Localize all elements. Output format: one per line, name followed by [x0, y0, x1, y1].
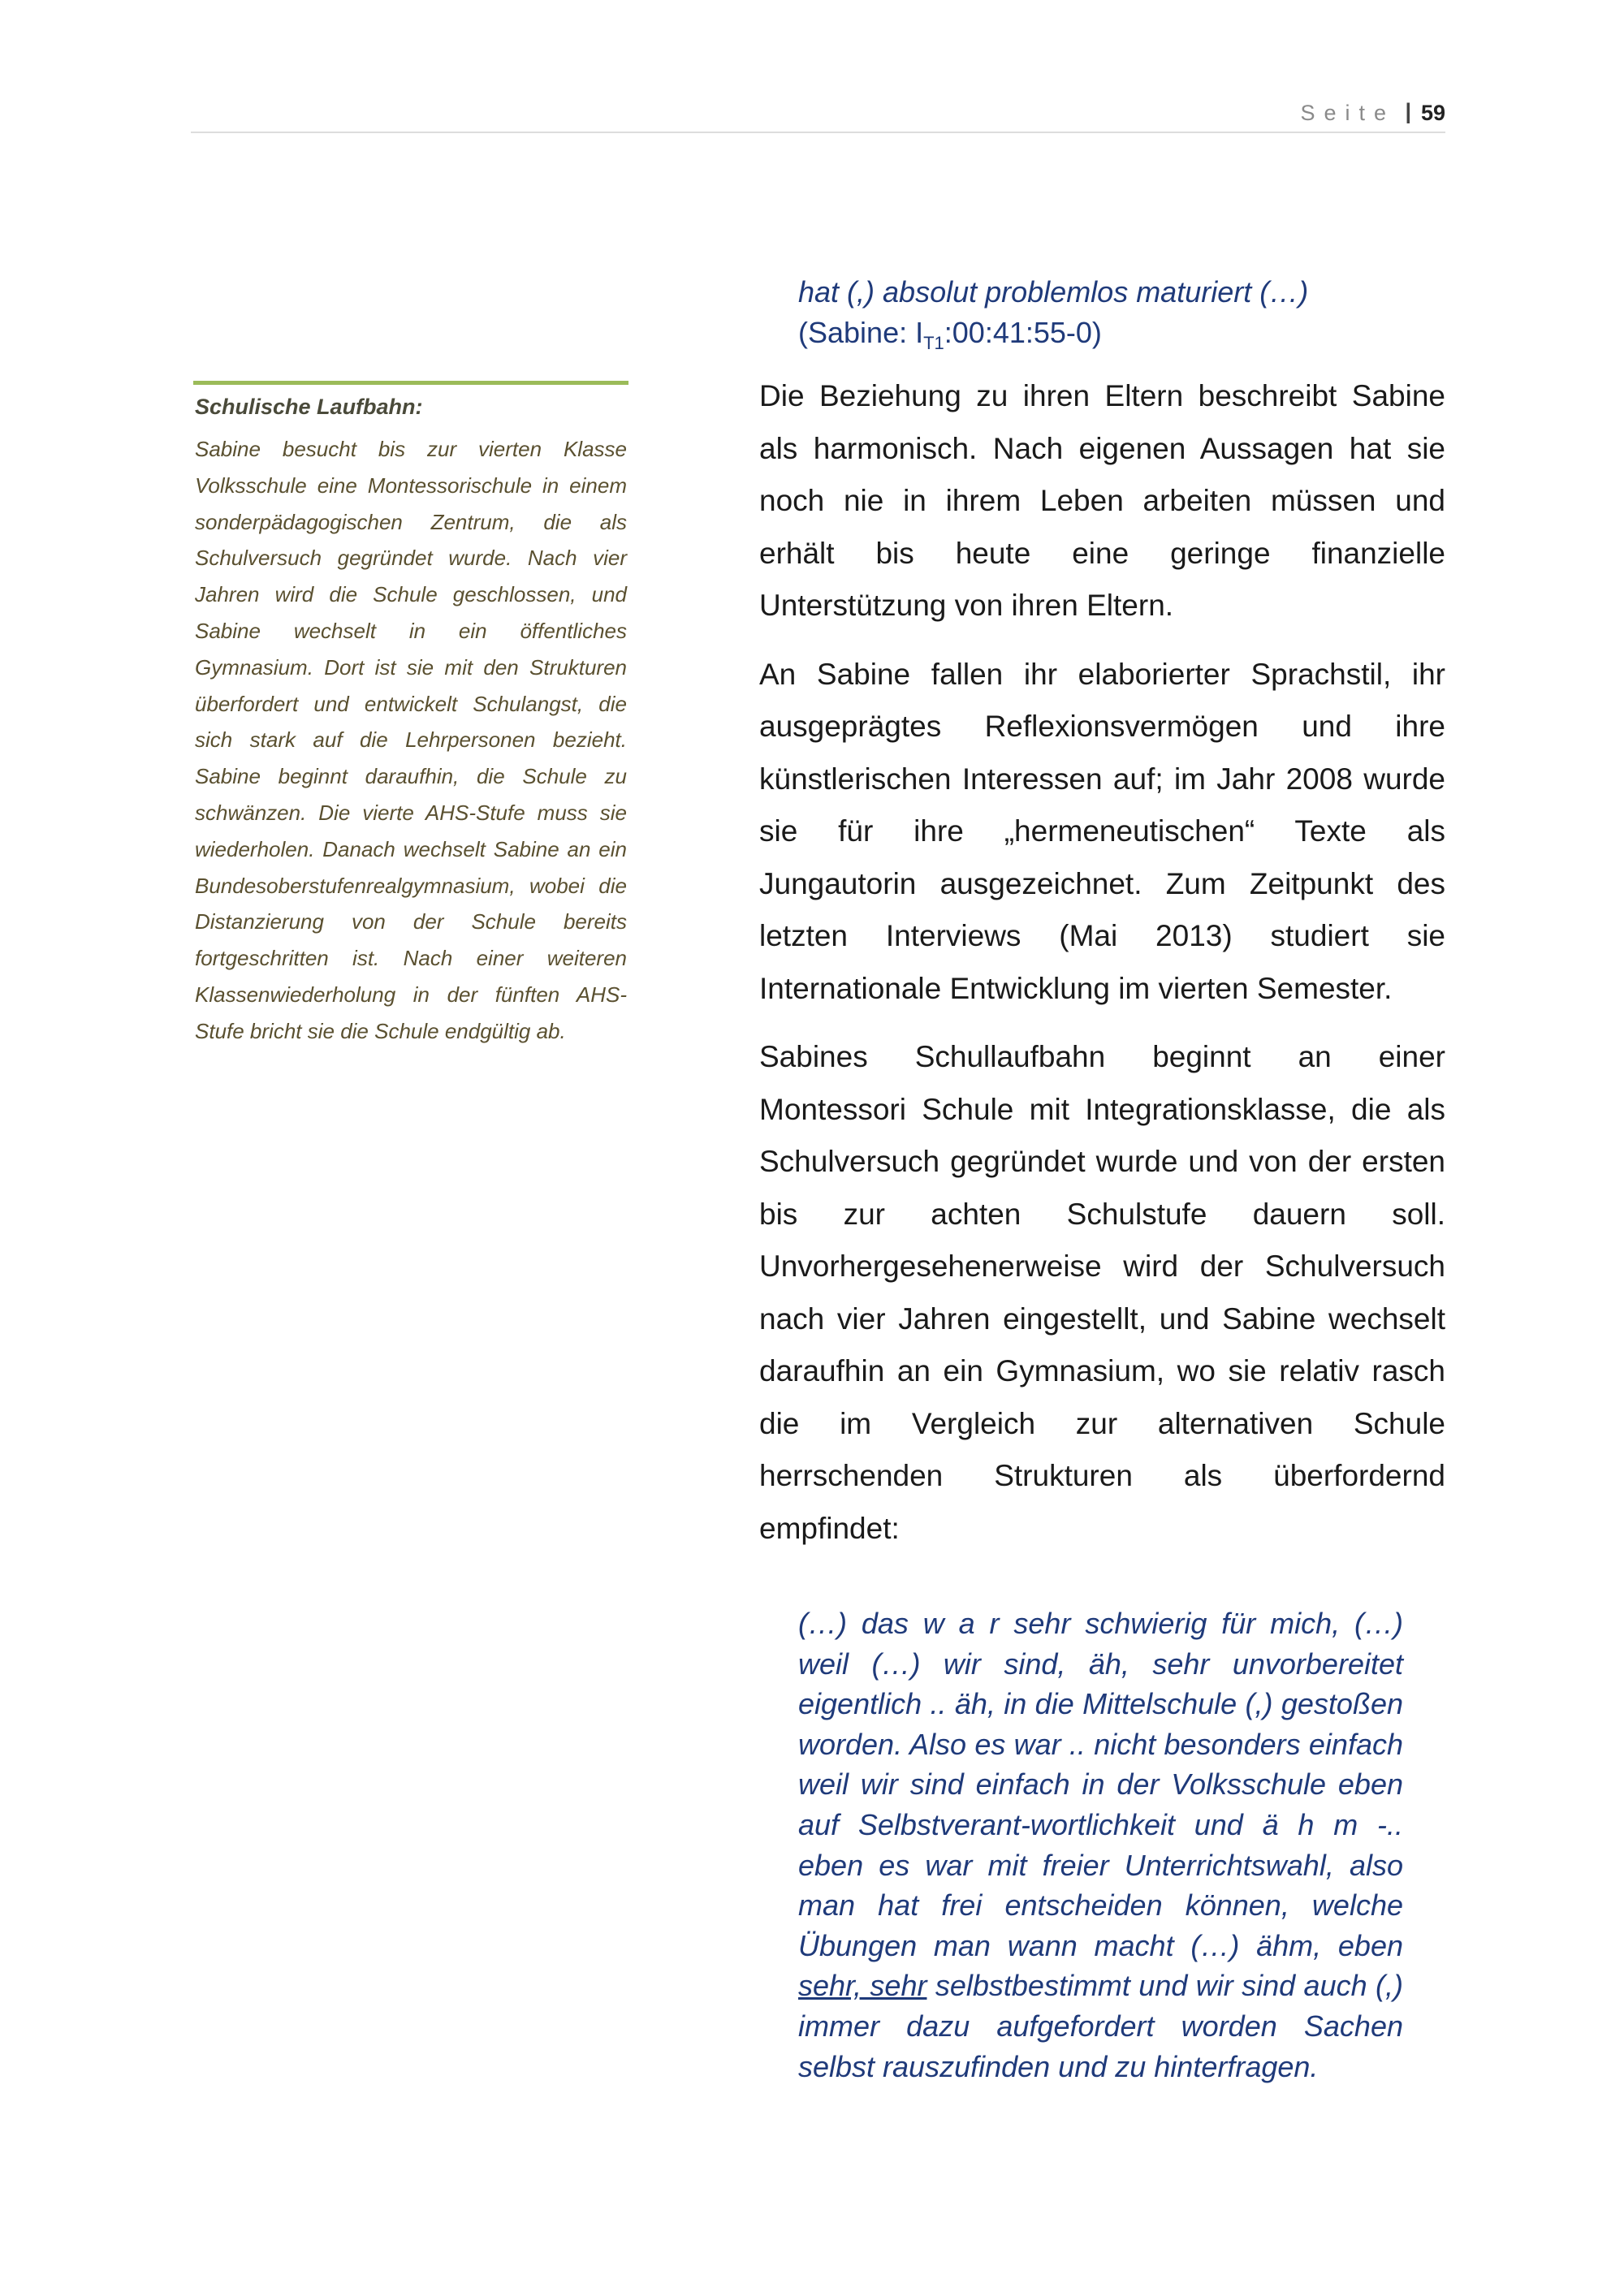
citation-subscript: T1 [923, 332, 944, 353]
page-number: 59 [1420, 101, 1445, 125]
paragraph-parents: Die Beziehung zu ihren Eltern beschreibt Sabine als harmonisch. Nach eigenen Aussagen hat sie noch nie in ihrem Leben arbeiten müssen und erhält bis heute eine geringe finanzielle Unterstützung von ihren Eltern. [759, 379, 1445, 622]
citation-suffix: :00:41:55-0) [944, 315, 1102, 349]
quote-bottom-underlined: sehr, sehr [798, 1969, 927, 2003]
page-separator: | [1405, 99, 1411, 123]
citation-prefix: (Sabine: I [798, 315, 924, 349]
page-header [191, 89, 1445, 133]
quote-citation [798, 313, 1403, 364]
quote-bottom-part2: selbstbestimmt und wir sind auch (,) immer dazu aufgefordert worden Sachen selbst rauszufinden und zu hinterfragen. [798, 1969, 1403, 2083]
sidebar-title: Schulische Laufbahn: [195, 395, 423, 419]
quote-top [798, 272, 1403, 363]
quote-bottom [798, 1603, 1403, 2087]
page-label: Seite [1300, 101, 1395, 125]
paragraph-language-style: An Sabine fallen ihr elaborierter Sprachstil, ihr ausgeprägtes Reflexionsvermögen und ihre künstlerischen Interessen auf; im Jahr 2008 wurde sie für ihre „hermeneutischen“ Texte als Jungautorin ausgezeichnet. Zum Zeitpunkt des letzten Interviews (Mai 2013) studiert sie Internationale Entwicklung im vierten Semester. [759, 657, 1445, 1005]
sidebar-box [193, 381, 628, 1050]
sidebar-body: Sabine besucht bis zur vierten Klasse Volksschule eine Montessorischule in einem sonderpädagogischen Zentrum, die als Schulversuch gegründet wurde. Nach vier Jahren wird die Schule geschlossen, und Sabine wechselt in ein öffentliches Gymnasium. Dort ist sie mit den Strukturen überfordert und entwickelt Schulangst, die sich stark auf die Lehrpersonen bezieht. Sabine beginnt daraufhin, die Schule zu schwänzen. Die vierte AHS-Stufe muss sie wiederholen. Danach wechselt Sabine an ein Bundesoberstufenrealgymnasium, wobei die Distanzierung von der Schule bereits fortgeschritten ist. Nach einer weiteren Klassenwiederholung in der fünften AHS-Stufe bricht sie die Schule endgültig ab. [195, 437, 627, 1043]
quote-top-text: hat (,) absolut problemlos maturiert (…) [798, 275, 1309, 309]
paragraph-school-career: Sabines Schullaufbahn beginnt an einer Montessori Schule mit Integrationsklasse, die als Schulversuch gegründet wurde und von der ersten bis zur achten Schulstufe dauern soll. Unvorhergesehenerweise wird der Schulversuch nach vier Jahren eingestellt, und Sabine wechselt daraufhin an ein Gymnasium, wo sie relativ rasch die im Vergleich zur alternativen Schule herrschenden Strukturen als überfordernd empfindet: [759, 1040, 1445, 1545]
main-column [759, 370, 1445, 1571]
quote-bottom-part1: (…) das w a r sehr schwierig für mich, (…) weil (…) wir sind, äh, sehr unvorbereitet eigentlich .. äh, in die Mittelschule (,) gestoßen worden. Also es war .. nicht besonders einfach weil wir sind einfach in der Volksschule eben auf Selbstverant-wortlichkeit und ä h m -.. eben es war mit freier Unterrichtswahl, also man hat frei entscheiden können, welche Übungen man wann macht (…) ähm, eben [798, 1607, 1403, 1962]
